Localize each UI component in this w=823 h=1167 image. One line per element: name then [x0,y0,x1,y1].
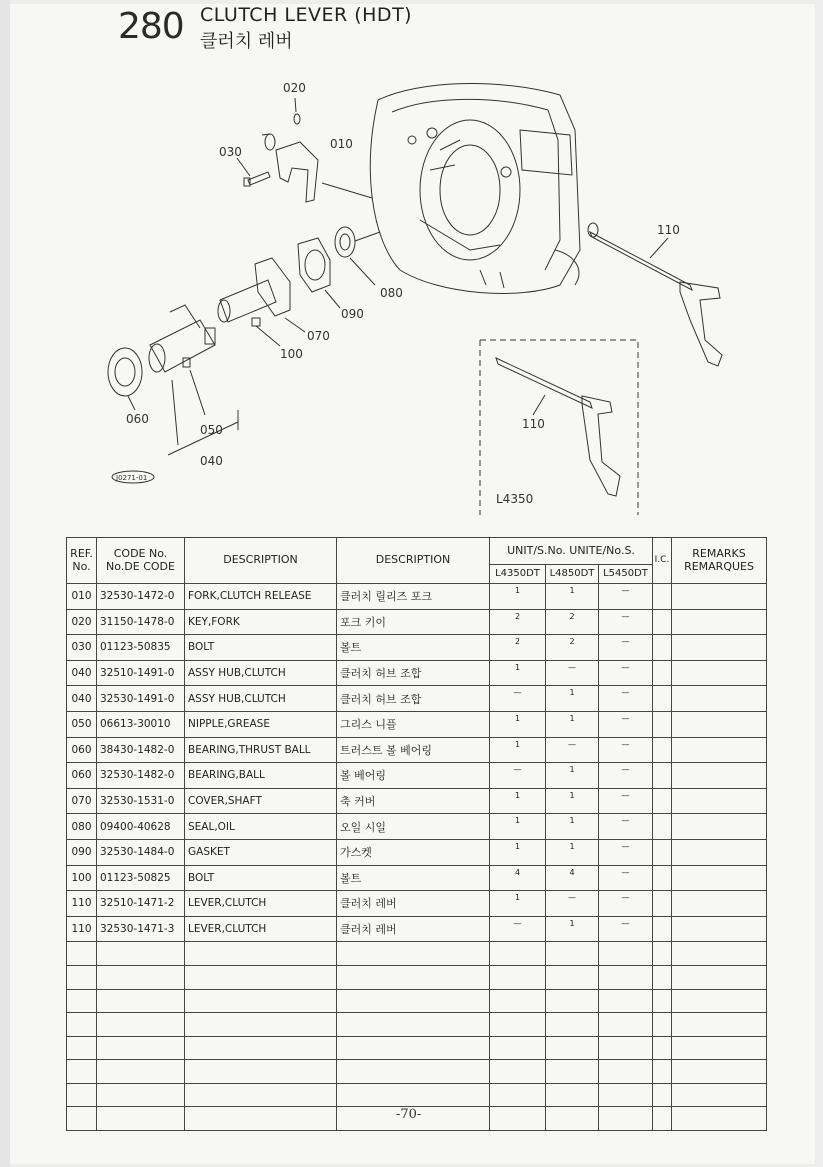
ref-no-cell: 110 [67,891,97,917]
ic-cell [653,788,672,814]
empty-cell [672,1013,767,1037]
empty-cell [546,989,599,1013]
ic-cell [653,584,672,610]
description-en-cell: BOLT [185,865,337,891]
ref-no-cell: 060 [67,737,97,763]
empty-table-row [67,965,767,989]
empty-cell [653,1036,672,1060]
empty-cell [97,1036,185,1060]
part-050-grease-nipple [183,358,205,415]
description-ko-cell: 볼 베어링 [337,763,490,789]
qty-l4850dt-cell: 1 [546,814,599,840]
empty-cell [546,1107,599,1131]
table-row [67,711,767,737]
description-ko-cell: 클러치 릴리즈 포크 [337,584,490,610]
leader-line [322,183,372,198]
header-model-l4850dt: L4850DT [546,565,599,584]
empty-cell [599,989,653,1013]
qty-l5450dt-cell: — [599,891,653,917]
qty-l4350dt-cell: 1 [490,814,546,840]
empty-cell [653,1060,672,1084]
qty-l4850dt-cell: 1 [546,839,599,865]
part-030-bolt [237,158,270,186]
section-number: 280 [118,6,184,47]
description-ko-cell: 볼트 [337,865,490,891]
empty-cell [97,1060,185,1084]
code-no-cell: 09400-40628 [97,814,185,840]
qty-l5450dt-cell: — [599,839,653,865]
empty-cell [490,1036,546,1060]
qty-l4350dt-cell: — [490,686,546,712]
table-row [67,609,767,635]
code-no-cell: 01123-50825 [97,865,185,891]
part-070-cover-shaft [218,258,305,332]
description-en-cell: FORK,CLUTCH RELEASE [185,584,337,610]
qty-l4350dt-cell: 1 [490,584,546,610]
callout-100: 100 [280,347,303,361]
empty-cell [653,942,672,966]
remarks-cell [672,839,767,865]
remarks-cell [672,635,767,661]
description-en-cell: SEAL,OIL [185,814,337,840]
empty-cell [67,989,97,1013]
header-description-ko: DESCRIPTION [337,538,490,584]
header-description-en: DESCRIPTION [185,538,337,584]
description-ko-cell: 오일 시일 [337,814,490,840]
ic-cell [653,865,672,891]
ic-cell [653,737,672,763]
qty-l4850dt-cell: — [546,660,599,686]
empty-cell [337,1036,490,1060]
empty-cell [97,1013,185,1037]
callout-050: 050 [200,423,223,437]
reference-code: J0271-01 [116,474,148,482]
empty-cell [672,965,767,989]
qty-l4850dt-cell: 1 [546,711,599,737]
empty-cell [67,1036,97,1060]
remarks-cell [672,916,767,942]
ref-no-cell: 060 [67,763,97,789]
code-no-cell: 32530-1491-0 [97,686,185,712]
callout-080: 080 [380,286,403,300]
empty-cell [672,1083,767,1107]
ref-no-cell: 110 [67,916,97,942]
remarks-cell [672,584,767,610]
empty-cell [337,1083,490,1107]
qty-l4350dt-cell: 2 [490,635,546,661]
header-code-no: CODE No. No.DE CODE [97,538,185,584]
empty-cell [97,989,185,1013]
description-ko-cell: 포크 키이 [337,609,490,635]
qty-l4850dt-cell: 4 [546,865,599,891]
qty-l4850dt-cell: 2 [546,609,599,635]
empty-cell [490,942,546,966]
empty-cell [97,965,185,989]
qty-l4850dt-cell: 1 [546,916,599,942]
callout-030: 030 [219,145,242,159]
ic-cell [653,763,672,789]
qty-l4350dt-cell: 1 [490,839,546,865]
description-ko-cell: 볼트 [337,635,490,661]
ref-no-cell: 010 [67,584,97,610]
qty-l4350dt-cell: 1 [490,891,546,917]
table-row [67,686,767,712]
header-ref-no: REF. No. [67,538,97,584]
ref-no-cell: 040 [67,660,97,686]
description-ko-cell: 축 커버 [337,788,490,814]
remarks-cell [672,891,767,917]
empty-cell [67,1060,97,1084]
remarks-cell [672,609,767,635]
callout-110-variant: 110 [522,417,545,431]
ic-cell [653,916,672,942]
remarks-cell [672,660,767,686]
table-row [67,814,767,840]
ic-cell [653,635,672,661]
qty-l4850dt-cell: 1 [546,584,599,610]
header-ic: I.C. [653,538,672,584]
ref-no-cell: 050 [67,711,97,737]
part-100-bolt [252,318,280,346]
ref-no-cell: 030 [67,635,97,661]
empty-cell [337,1013,490,1037]
ref-no-cell: 080 [67,814,97,840]
empty-cell [546,1036,599,1060]
code-no-cell: 06613-30010 [97,711,185,737]
callout-020: 020 [283,81,306,95]
empty-cell [337,989,490,1013]
header-unit-group: UNIT/S.No. UNITE/No.S. [490,538,653,565]
parts-table-body [67,584,767,1131]
code-no-cell: 32530-1484-0 [97,839,185,865]
ref-no-cell: 100 [67,865,97,891]
code-no-cell: 32510-1491-0 [97,660,185,686]
ic-cell [653,711,672,737]
code-no-cell: 32530-1472-0 [97,584,185,610]
empty-cell [67,942,97,966]
parts-table [66,537,767,1131]
empty-cell [185,1013,337,1037]
empty-cell [546,1060,599,1084]
empty-cell [599,1083,653,1107]
empty-cell [337,942,490,966]
empty-cell [97,1083,185,1107]
empty-table-row [67,1060,767,1084]
empty-cell [67,1013,97,1037]
qty-l5450dt-cell: — [599,660,653,686]
empty-cell [672,1107,767,1131]
callout-110: 110 [657,223,680,237]
table-row [67,839,767,865]
variant-box [480,340,638,515]
remarks-cell [672,865,767,891]
exploded-parts-diagram [0,0,823,530]
table-row [67,763,767,789]
description-ko-cell: 클러치 허브 조합 [337,686,490,712]
description-en-cell: KEY,FORK [185,609,337,635]
part-090-gasket [298,238,340,308]
empty-cell [490,965,546,989]
empty-cell [490,1013,546,1037]
empty-cell [67,965,97,989]
description-en-cell: COVER,SHAFT [185,788,337,814]
table-row [67,788,767,814]
code-no-cell: 32530-1471-3 [97,916,185,942]
remarks-cell [672,737,767,763]
empty-cell [67,1083,97,1107]
qty-l5450dt-cell: — [599,711,653,737]
part-110-lever [588,223,722,366]
table-row [67,891,767,917]
ic-cell [653,609,672,635]
empty-cell [653,989,672,1013]
qty-l5450dt-cell: — [599,635,653,661]
empty-cell [599,1013,653,1037]
description-en-cell: ASSY HUB,CLUTCH [185,660,337,686]
qty-l4850dt-cell: 2 [546,635,599,661]
remarks-cell [672,763,767,789]
description-en-cell: LEVER,CLUTCH [185,916,337,942]
header-model-l5450dt: L5450DT [599,565,653,584]
empty-cell [599,942,653,966]
qty-l5450dt-cell: — [599,788,653,814]
qty-l4350dt-cell: 4 [490,865,546,891]
qty-l4350dt-cell: 2 [490,609,546,635]
empty-cell [599,1060,653,1084]
header-model-l4350dt: L4350DT [490,565,546,584]
empty-cell [67,1107,97,1131]
empty-cell [672,1036,767,1060]
variant-label: L4350 [496,492,534,506]
empty-cell [490,1060,546,1084]
page-title: CLUTCH LEVER (HDT) [200,4,413,26]
callout-040: 040 [200,454,223,468]
empty-cell [185,989,337,1013]
ref-no-cell: 070 [67,788,97,814]
empty-cell [653,1013,672,1037]
qty-l5450dt-cell: — [599,916,653,942]
callout-070: 070 [307,329,330,343]
page-title-korean: 클러치 레버 [200,31,293,52]
part-020-key [294,98,300,124]
callout-010: 010 [330,137,353,151]
callout-090: 090 [341,307,364,321]
empty-cell [546,965,599,989]
empty-table-row [67,942,767,966]
empty-cell [672,942,767,966]
empty-table-row [67,989,767,1013]
remarks-cell [672,711,767,737]
empty-cell [653,1107,672,1131]
remarks-cell [672,788,767,814]
empty-cell [490,989,546,1013]
qty-l5450dt-cell: — [599,737,653,763]
leader-line [355,232,380,241]
qty-l5450dt-cell: — [599,814,653,840]
qty-l4350dt-cell: 1 [490,737,546,763]
empty-cell [653,965,672,989]
qty-l4850dt-cell: — [546,737,599,763]
empty-cell [185,965,337,989]
table-row [67,660,767,686]
table-row [67,737,767,763]
empty-table-row [67,1083,767,1107]
empty-cell [490,1107,546,1131]
ic-cell [653,814,672,840]
qty-l4350dt-cell: 1 [490,788,546,814]
callout-060: 060 [126,412,149,426]
empty-cell [337,965,490,989]
empty-table-row [67,1036,767,1060]
empty-table-row [67,1013,767,1037]
qty-l4350dt-cell: 1 [490,711,546,737]
description-ko-cell: 트러스트 볼 베어링 [337,737,490,763]
empty-cell [97,942,185,966]
ic-cell [653,839,672,865]
qty-l4350dt-cell: 1 [490,660,546,686]
empty-cell [185,942,337,966]
empty-cell [185,1060,337,1084]
empty-cell [185,1083,337,1107]
code-no-cell: 38430-1482-0 [97,737,185,763]
ref-no-cell: 090 [67,839,97,865]
empty-cell [546,942,599,966]
code-no-cell: 01123-50835 [97,635,185,661]
table-row [67,916,767,942]
ic-cell [653,660,672,686]
table-row [67,865,767,891]
description-ko-cell: 가스켓 [337,839,490,865]
qty-l4850dt-cell: 1 [546,788,599,814]
description-en-cell: BOLT [185,635,337,661]
part-060-bearing [108,348,142,410]
empty-cell [672,989,767,1013]
code-no-cell: 32530-1531-0 [97,788,185,814]
empty-cell [599,1107,653,1131]
ic-cell [653,891,672,917]
empty-cell [546,1083,599,1107]
ic-cell [653,686,672,712]
qty-l5450dt-cell: — [599,584,653,610]
qty-l5450dt-cell: — [599,609,653,635]
code-no-cell: 32530-1482-0 [97,763,185,789]
ref-no-cell: 040 [67,686,97,712]
description-en-cell: LEVER,CLUTCH [185,891,337,917]
description-en-cell: NIPPLE,GREASE [185,711,337,737]
code-no-cell: 32510-1471-2 [97,891,185,917]
empty-cell [337,1060,490,1084]
empty-cell [546,1013,599,1037]
description-en-cell: BEARING,THRUST BALL [185,737,337,763]
description-ko-cell: 클러치 레버 [337,891,490,917]
empty-cell [599,965,653,989]
empty-cell [97,1107,185,1131]
description-ko-cell: 그리스 니플 [337,711,490,737]
header-remarks: REMARKS REMARQUES [672,538,767,584]
qty-l4350dt-cell: — [490,916,546,942]
empty-cell [490,1083,546,1107]
remarks-cell [672,686,767,712]
qty-l5450dt-cell: — [599,763,653,789]
description-en-cell: GASKET [185,839,337,865]
page-number: -70- [396,1107,422,1122]
empty-cell [672,1060,767,1084]
description-ko-cell: 클러치 레버 [337,916,490,942]
table-row [67,635,767,661]
code-no-cell: 31150-1478-0 [97,609,185,635]
remarks-cell [672,814,767,840]
qty-l4350dt-cell: — [490,763,546,789]
description-en-cell: ASSY HUB,CLUTCH [185,686,337,712]
qty-l5450dt-cell: — [599,686,653,712]
qty-l5450dt-cell: — [599,865,653,891]
transmission-housing [370,84,580,294]
empty-cell [653,1083,672,1107]
qty-l4850dt-cell: — [546,891,599,917]
table-row [67,584,767,610]
ref-no-cell: 020 [67,609,97,635]
part-010-fork [262,134,318,202]
description-en-cell: BEARING,BALL [185,763,337,789]
empty-cell [185,1036,337,1060]
qty-l4850dt-cell: 1 [546,763,599,789]
empty-cell [599,1036,653,1060]
description-ko-cell: 클러치 허브 조합 [337,660,490,686]
qty-l4850dt-cell: 1 [546,686,599,712]
empty-cell [185,1107,337,1131]
